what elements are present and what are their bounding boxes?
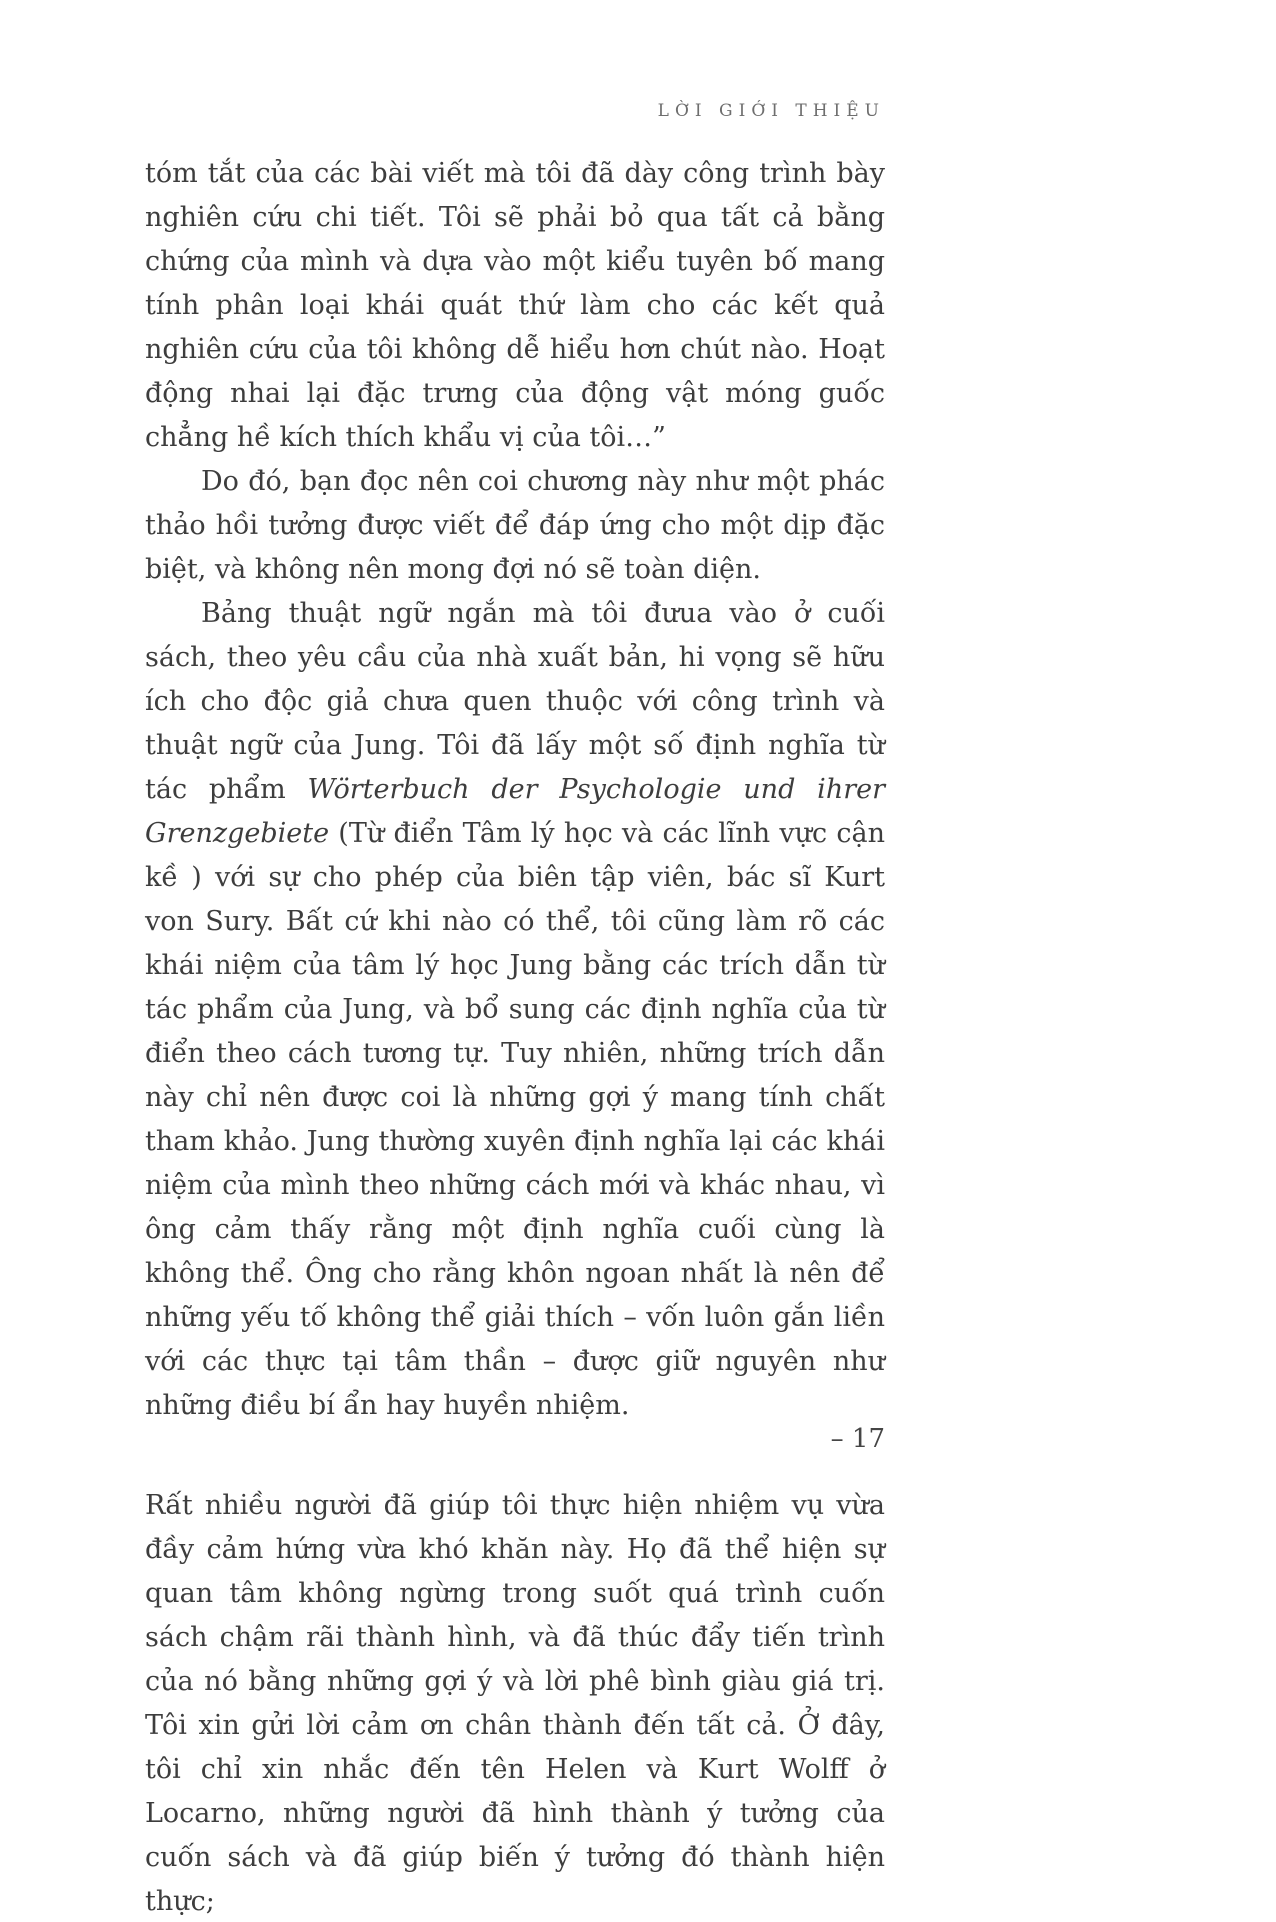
running-header: LỜI GIỚI THIỆU	[657, 101, 885, 121]
book-title-italic: Wörterbuch der Psychologie und ihrer Grenzgebiete	[145, 774, 885, 849]
text-segment: (Từ điển Tâm lý học và các lĩnh vực cận kề ) với sự cho phép của biên tập viên, bác sĩ Kurt von Sury. Bất cứ khi nào có thể, tôi cũng làm rõ các khái niệm của tâm lý học Jung bằng các trích dẫn từ tác phẩm của Jung, và bổ sung các định nghĩa của từ điển theo cách tương tự. Tuy nhiên, những trích dẫn này chỉ nên được coi là những gợi ý mang tính chất tham khảo. Jung thường xuyên định nghĩa lại các khái niệm của mình theo những cách mới và khác nhau, vì ông cảm thấy rằng một định nghĩa cuối cùng là không thể. Ông cho rằng khôn ngoan nhất là nên để những yếu tố không thể giải thích – vốn luôn gắn liền với các thực tại tâm thần – được giữ nguyên như những điều bí ẩn hay huyền nhiệm.	[145, 818, 885, 1421]
text-segment: tóm tắt của các bài viết mà tôi đã dày công trình bày nghiên cứu chi tiết. Tôi sẽ phải bỏ qua tất cả bằng chứng của mình và dựa vào một kiểu tuyên bố mang tính phân loại khái quát thứ làm cho các kết quả nghiên cứu của tôi không dễ hiểu hơn chút nào. Hoạt động nhai lại đặc trưng của động vật móng guốc chẳng hề kích thích khẩu vị của tôi…”	[145, 158, 885, 453]
paragraph	[145, 460, 885, 592]
text-segment: Rất nhiều người đã giúp tôi thực hiện nhiệm vụ vừa đầy cảm hứng vừa khó khăn này. Họ đã thể hiện sự quan tâm không ngừng trong suốt quá trình cuốn sách chậm rãi thành hình, và đã thúc đẩy tiến trình của nó bằng những gợi ý và lời phê bình giàu giá trị. Tôi xin gửi lời cảm ơn chân thành đến tất cả. Ở đây, tôi chỉ xin nhắc đến tên Helen và Kurt Wolff ở Locarno, những người đã hình thành ý tưởng của cuốn sách và đã giúp biến ý tưởng đó thành hiện thực;	[145, 1490, 885, 1917]
text-segment: Do đó, bạn đọc nên coi chương này như một phác thảo hồi tưởng được viết để đáp ứng cho một dịp đặc biệt, và không nên mong đợi nó sẽ toàn diện.	[145, 466, 885, 585]
paragraph	[145, 1484, 885, 1922]
paragraph	[145, 152, 885, 460]
paragraph	[145, 592, 885, 1428]
text-segment: Bảng thuật ngữ ngắn mà tôi đưua vào ở cuối sách, theo yêu cầu của nhà xuất bản, hi vọng sẽ hữu ích cho độc giả chưa quen thuộc với công trình và thuật ngữ của Jung. Tôi đã lấy một số định nghĩa từ tác phẩm	[145, 598, 885, 805]
page-number: – 17	[830, 1424, 885, 1454]
page-body	[145, 152, 885, 1922]
